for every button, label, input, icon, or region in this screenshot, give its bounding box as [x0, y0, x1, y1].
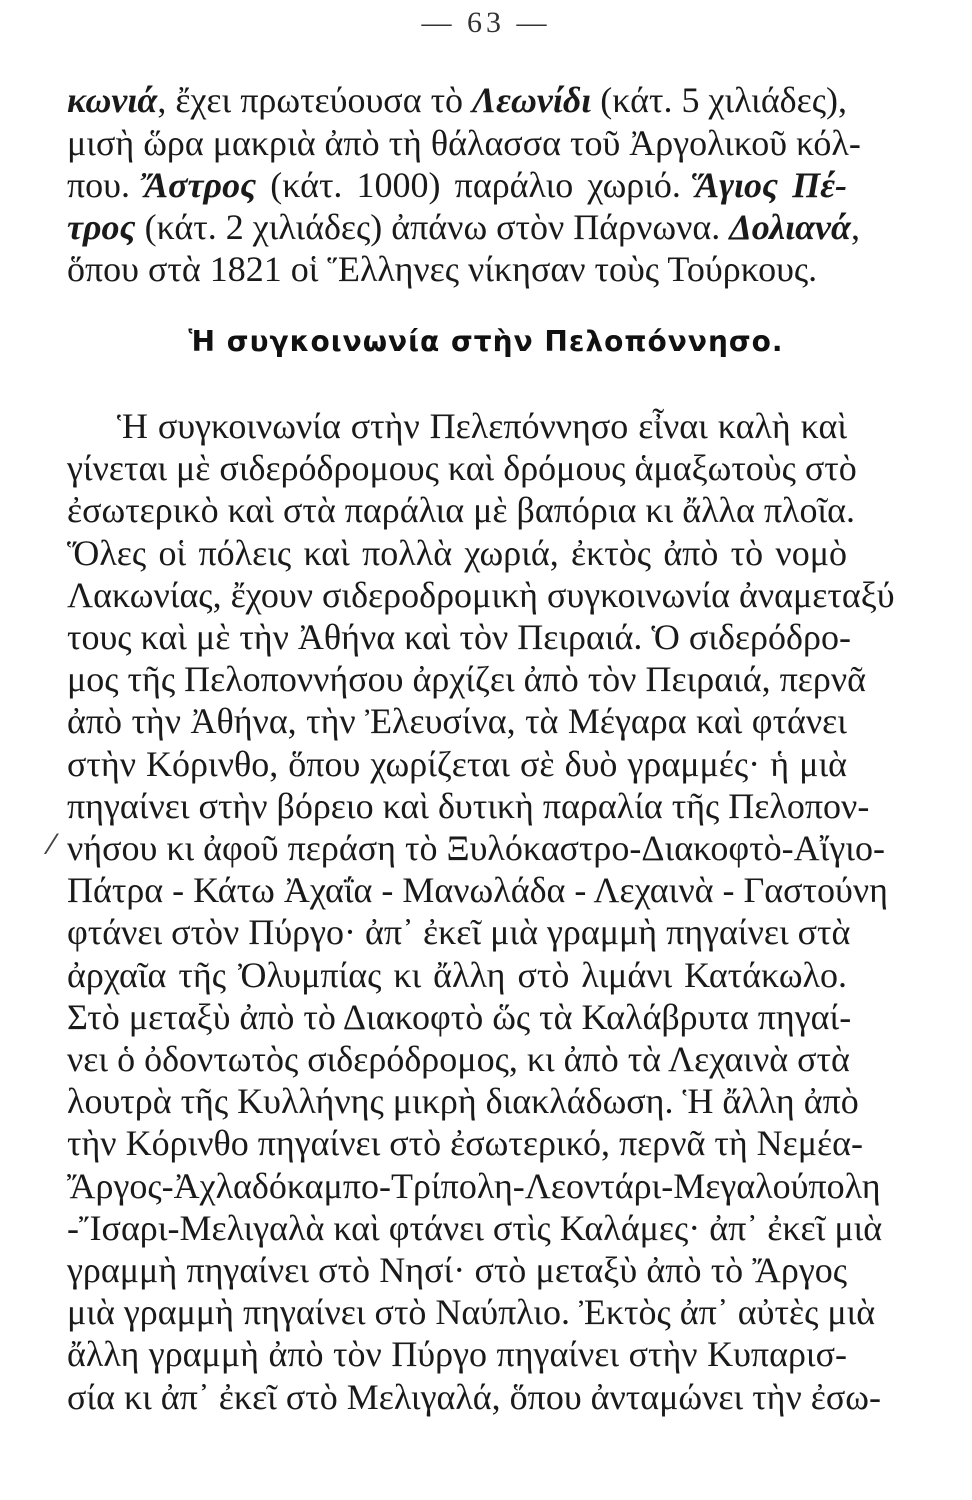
- body-line: νήσου κι ἀφοῦ περάση τὸ Ξυλόκαστρο-Διακοφτὸ-Αἴγιο-: [67, 828, 885, 868]
- body-line: γραμμὴ πηγαίνει στὸ Νησί· στὸ μεταξὺ ἀπὸ τὸ Ἄργος: [67, 1250, 847, 1290]
- place-name: κωνιά: [67, 80, 158, 120]
- body-line: φτάνει στὸν Πύργο· ἀπ᾿ ἐκεῖ μιὰ γραμμὴ πηγαίνει στὰ: [67, 912, 851, 953]
- intro-line-1: [67, 80, 847, 120]
- body-line: μιὰ γραμμὴ πηγαίνει στὸ Ναύπλιο. Ἐκτὸς ἀπ᾿ αὐτὲς μιὰ: [67, 1292, 876, 1333]
- body-line: Ἄργος-Ἀχλαδόκαμπο-Τρίπολη-Λεοντάρι-Μεγαλούπολη: [67, 1165, 881, 1206]
- body-line: Πάτρα - Κάτω Ἀχαΐα - Μανωλάδα - Λεχαινὰ - Γαστούνη: [67, 870, 888, 911]
- text-run: ,: [850, 207, 860, 247]
- intro-line-3: [67, 165, 847, 205]
- place-name: Ἄστρος: [144, 165, 257, 205]
- place-name: Ἅγιος Πέ-: [695, 165, 847, 205]
- body-line: Ὅλες οἱ πόλεις καὶ πολλὰ χωριά, ἐκτὸς ἀπὸ τὸ νομὸ: [67, 532, 847, 573]
- intro-line-2: [67, 123, 861, 163]
- text-run: ὅπου στὰ 1821 οἱ Ἕλληνες νίκησαν τοὺς Τούρκους.: [67, 249, 818, 289]
- text-run: (κάτ. 2 χιλιάδες) ἀπάνω στὸν Πάρνωνα.: [135, 207, 730, 247]
- body-line: ἄλλη γραμμὴ ἀπὸ τὸν Πύργο πηγαίνει στὴν Κυπαρισ-: [67, 1334, 847, 1375]
- text-run: (κάτ. 1000) παράλιο χωριό.: [256, 165, 696, 205]
- body-line: τὴν Κόρινθο πηγαίνει στὸ ἐσωτερικό, περνᾶ τὴ Νεμέα-: [67, 1123, 864, 1164]
- body-line: Στὸ μεταξὺ ἀπὸ τὸ Διακοφτὸ ὥς τὰ Καλάβρυτα πηγαί-: [67, 996, 852, 1037]
- body-line: γίνεται μὲ σιδερόδρομους καὶ δρόμους ἁμαξωτοὺς στὸ: [67, 448, 857, 489]
- body-line: τους καὶ μὲ τὴν Ἀθήνα καὶ τὸν Πειραιά. Ὁ σιδερόδρο-: [67, 617, 851, 657]
- body-line: ἐσωτερικὸ καὶ στὰ παράλια μὲ βαπόρια κι ἄλλα πλοῖα.: [67, 490, 856, 531]
- body-line: νει ὁ ὀδοντωτὸς σιδερόδρομος, κι ἀπὸ τὰ Λεχαινὰ στὰ: [67, 1039, 850, 1079]
- text-run: , ἔχει πρωτεύουσα τὸ: [157, 80, 473, 120]
- section-heading: Ἡ συγκοινωνία στὴν Πελοπόννησο.: [188, 325, 784, 358]
- place-name: Δολιανά: [729, 207, 851, 247]
- body-line: σία κι ἀπ᾿ ἐκεῖ στὸ Μελιγαλά, ὅπου ἀνταμώνει τὴν ἐσω-: [67, 1376, 881, 1417]
- body-line: πηγαίνει στὴν βόρειο καὶ δυτικὴ παραλία τῆς Πελοπον-: [67, 785, 870, 826]
- text-run: (κάτ. 5 χιλιάδες),: [591, 80, 848, 120]
- intro-line-5: [67, 249, 847, 289]
- body-line: στὴν Κόρινθο, ὅπου χωρίζεται σὲ δυὸ γραμμές· ἡ μιὰ: [67, 743, 847, 784]
- place-name: Λεωνίδι: [472, 80, 592, 120]
- body-line: ἀπὸ τὴν Ἀθήνα, τὴν Ἐλευσίνα, τὰ Μέγαρα καὶ φτάνει: [67, 701, 847, 742]
- text-run: μισὴ ὥρα μακριὰ ἀπὸ τὴ θάλασσα τοῦ Ἀργολικοῦ κόλ-: [67, 123, 861, 163]
- body-line: -Ἴσαρι-Μελιγαλὰ καὶ φτάνει στὶς Καλάμες· ἀπ᾿ ἐκεῖ μιὰ: [67, 1207, 883, 1248]
- text-run: που.: [67, 165, 145, 205]
- body-line: λουτρὰ τῆς Κυλλήνης μικρὴ διακλάδωση. Ἡ ἄλλη ἀπὸ: [67, 1081, 859, 1122]
- intro-line-4: [67, 207, 860, 247]
- body-line: Ἡ συγκοινωνία στὴν Πελεπόννησο εἶναι καλὴ καὶ: [117, 406, 847, 446]
- page-number: — 63 —: [421, 6, 551, 39]
- margin-mark: ⁄: [50, 828, 56, 861]
- body-line: μος τῆς Πελοποννήσου ἀρχίζει ἀπὸ τὸν Πειραιά, περνᾶ: [67, 659, 867, 700]
- body-line: Λακωνίας, ἔχουν σιδεροδρομικὴ συγκοινωνία ἀναμεταξύ: [67, 574, 895, 615]
- body-line: ἀρχαῖα τῆς Ὀλυμπίας κι ἄλλη στὸ λιμάνι Κατάκωλο.: [67, 954, 847, 995]
- place-name: τρος: [67, 207, 136, 247]
